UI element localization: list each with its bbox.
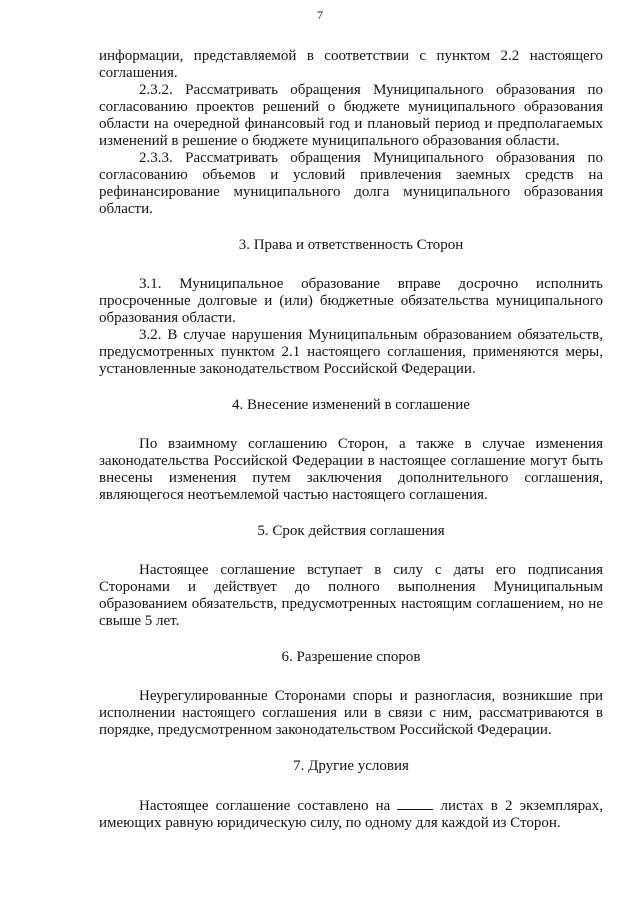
section-3-heading: 3. Права и ответственность Сторон — [238, 237, 464, 253]
section-7-heading: 7. Другие условия — [293, 758, 409, 774]
paragraph-2-3-3: 2.3.3. Рассматривать обращения Муниципального образования по согласованию объемов и условий привлечения заемных средств на рефинансирование муниципального долга муниципального образования области. — [99, 150, 603, 217]
section-5-heading: 5. Срок действия соглашения — [257, 523, 445, 539]
paragraph-7-1-start: Настоящее соглашение составлено на — [139, 798, 398, 814]
section-6-heading: 6. Разрешение споров — [281, 649, 421, 665]
paragraph-3-2: 3.2. В случае нарушения Муниципальным образованием обязательств, предусмотренных пунктом 2.1 настоящего соглашения, применяются меры, установленные законодательством Российской Федерации. — [99, 327, 603, 377]
document-body — [99, 48, 603, 832]
paragraph-2-2-continuation: информации, представляемой в соответствии с пунктом 2.2 настоящего соглашения. — [99, 48, 603, 81]
sheet-count-blank — [397, 797, 433, 810]
paragraph-2-3-2: 2.3.2. Рассматривать обращения Муниципального образования по согласованию проектов решений о бюджете муниципального образования области на очередной финансовый год и плановый период и предполагаемых изменений в решение о бюджете муниципального образования области. — [99, 82, 603, 149]
paragraph-7-1 — [99, 797, 603, 832]
page-number: 7 — [317, 8, 323, 22]
paragraph-6-1: Неурегулированные Сторонами споры и разногласия, возникшие при исполнении настоящего соглашения или в связи с ним, рассматриваются в порядке, предусмотренном законодательством Российской Федерации. — [99, 688, 603, 738]
paragraph-3-1: 3.1. Муниципальное образование вправе досрочно исполнить просроченные долговые и (или) бюджетные обязательства муниципального образования области. — [99, 276, 603, 326]
paragraph-7-1-end: листах в 2 экземплярах, имеющих равную юридическую силу, по одному для каждой из Сторон. — [99, 798, 603, 831]
paragraph-4-1: По взаимному соглашению Сторон, а также в случае изменения законодательства Российской Федерации в настоящее соглашение могут быть внесены изменения путем заключения дополнительного соглашения, являющегося неотъемлемой частью настоящего соглашения. — [99, 436, 603, 503]
section-4-heading: 4. Внесение изменений в соглашение — [232, 397, 470, 413]
paragraph-5-1: Настоящее соглашение вступает в силу с даты его подписания Сторонами и действует до полного выполнения Муниципальным образованием обязательств, предусмотренных настоящим соглашением, но не свыше 5 лет. — [99, 562, 603, 629]
